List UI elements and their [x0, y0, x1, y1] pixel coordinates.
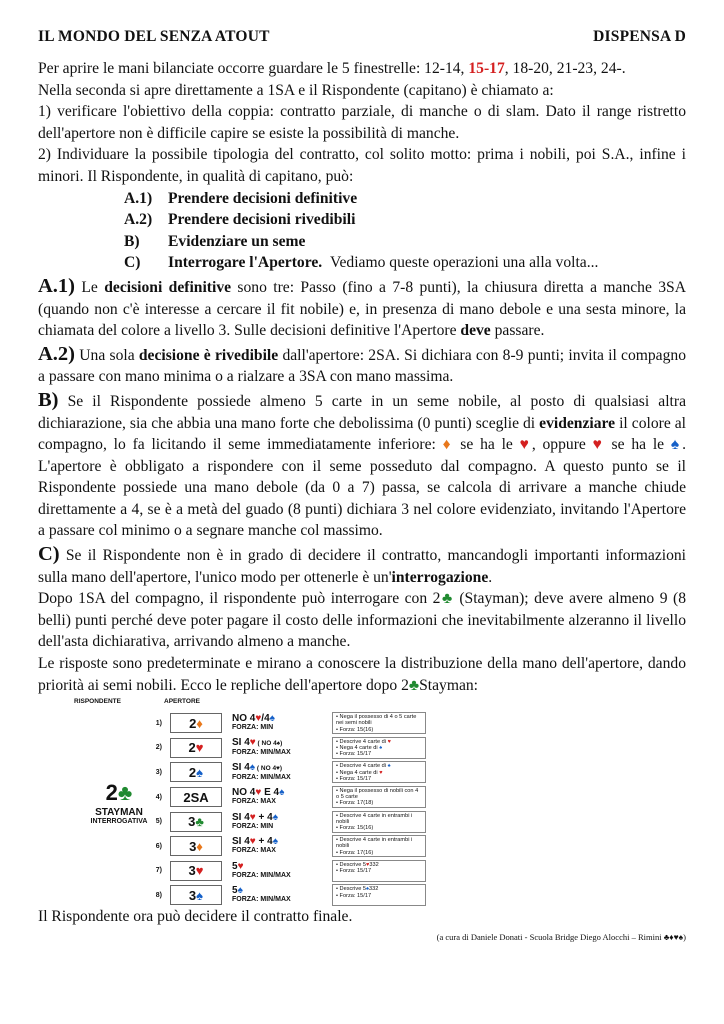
operation-item [124, 209, 686, 231]
section-c [38, 544, 686, 588]
text: Se il Rispondente possiede almeno 5 carte in un seme nobile, al posto di qualsiasi altra dichiarazione, sia che abbia una mano forte che debolissima (0 punti) sceglie di [38, 392, 686, 432]
intro-point-1: 1) verificare l'obiettivo della coppia: contratto parziale, di manche o di slam. Dato il range ristretto dell'apertore non è difficile capire se esiste la possibilità di manche. [38, 103, 686, 142]
text: , oppure [531, 436, 593, 454]
strength-label: FORZA: MIN/MAX [232, 749, 291, 757]
intro-text-end: , 18-20, 21-23, 24-. [504, 60, 626, 77]
header [38, 28, 686, 46]
bold-term: deve [460, 322, 491, 340]
text: sono tre: Passo (fino a 7-8 punti), la chiusura diretta a manche 3SA (quando non c'è interesse a cercare il fit nobile) e, in presenza di mano debole e una sesta minore, la chiamata del colore a livello 3. Sulle decisioni definitive l'Apertore [38, 278, 686, 340]
final-line: Il Rispondente ora può decidere il contratto finale. [38, 908, 353, 926]
table-row [142, 834, 426, 858]
text: . L'apertore è obbligato a rispondere con il seme posseduto dal compagno. A questo punto se il Rispondente possiede una mano debole (da 0 a 7) passa, se calcola di arrivare a manche chiude direttamente a 4, se è a metà del guado (8 punti) dichiara 3 nel colore evidenziato, invitando l'Apertore a passare col minimo o a segnare manche col massimo. [38, 436, 686, 540]
table-row [142, 859, 426, 883]
description-box: • Descrive 4 carte in entrambi i nobili • Forza: 15(16) [332, 811, 426, 833]
opener-bid: 2 ♥ [170, 738, 222, 758]
operations-list [124, 188, 686, 274]
row-number: 3) [155, 768, 162, 776]
club-icon: ♣ [408, 676, 420, 694]
meaning-headline: 5♥ [232, 860, 244, 872]
bid-meaning [232, 862, 328, 880]
strength-label: FORZA: MIN/MAX [232, 896, 291, 904]
row-number: 8) [155, 891, 162, 899]
stayman-table [38, 698, 686, 903]
text: Le [75, 278, 105, 296]
table-row [142, 883, 426, 907]
header-title: IL MONDO DEL SENZA ATOUT [38, 28, 270, 45]
opener-bid: 2SA [170, 787, 222, 807]
bid-meaning [232, 886, 328, 904]
operation-item [124, 252, 686, 274]
row-number: 4) [155, 793, 162, 801]
opener-bid: 2 ♦ [170, 713, 222, 733]
section-c-stayman [38, 588, 686, 653]
bid-meaning [232, 763, 328, 782]
intro-point-2: 2) Individuare la possibile tipologia del contratto, col solito motto: prima i nobili, poi S.A., infine i minori. Il Rispondente, in qualità di capitano, può: [38, 146, 686, 185]
text: Stayman: [419, 676, 479, 694]
table-row [142, 736, 426, 760]
intro-text: Per aprire le mani bilanciate occorre guardare le 5 finestrelle: 12-14, [38, 60, 469, 77]
text: il colore al compagno, lo fa licitando il seme immediatamente inferiore: [38, 414, 687, 454]
meaning-headline: 5♠ [232, 885, 243, 897]
strength-label: FORZA: MAX [232, 847, 276, 855]
item-label: Prendere decisioni definitive [168, 189, 358, 207]
heart-icon: ♥ [519, 436, 532, 454]
row-number: 5) [155, 818, 162, 826]
text: . [488, 568, 493, 586]
table-row [142, 810, 426, 834]
text: Dopo 1SA del compagno, il rispondente può interrogare con 2 [38, 590, 441, 608]
table-row [142, 785, 426, 809]
column-rispondente: RISPONDENTE [74, 698, 121, 706]
text: Le risposte sono predeterminate e mirano a conoscere la distribuzione della mano dell'apertore, dando priorità ai semi nobili. Ecco le repliche dell'apertore dopo 2 [38, 655, 686, 694]
section-b [38, 390, 686, 542]
section-a2 [38, 344, 686, 388]
strength-label: FORZA: MIN/MAX [232, 773, 291, 781]
table-row [142, 711, 426, 735]
item-key: A.1) [124, 189, 153, 207]
item-key: C) [124, 254, 141, 272]
intro-line-1 [38, 58, 686, 80]
row-number: 1) [155, 719, 162, 727]
column-apertore: APERTORE [164, 698, 200, 706]
row-number: 2) [155, 744, 162, 752]
text: se ha le [604, 436, 671, 454]
text: passare. [490, 322, 545, 340]
item-after: Vediamo queste operazioni una alla volta... [329, 254, 599, 272]
description-box: • Descrive 4 carte in entrambi i nobili • Forza: 17(16) [332, 835, 426, 857]
text: Se il Rispondente non è in grado di decidere il contratto, mancandogli importanti informazioni sulla mano dell'apertore, l'unico modo per ottenerle è un' [38, 547, 686, 586]
meaning-headline: SI 4♥ ( NO 4♠) [232, 737, 283, 749]
description-box: • Descrive 5♠332 • Forza: 15/17 [332, 884, 426, 906]
strength-label: FORZA: MIN [232, 724, 274, 732]
operation-item [124, 231, 686, 253]
document-page [38, 28, 686, 942]
opener-bid: 3 ♠ [170, 885, 222, 905]
opener-bid: 2 ♠ [170, 762, 222, 782]
strength-label: FORZA: MAX [232, 798, 276, 806]
operation-item [124, 188, 686, 210]
section-a1 [38, 276, 686, 342]
bold-term: decisione è rivedibile [138, 346, 279, 364]
item-key: A.2) [124, 211, 153, 229]
description-box: • Nega il possesso di 4 o 5 carte nei semi nobili • Forza: 15(16) [332, 712, 426, 734]
header-dispensa: DISPENSA D [593, 28, 686, 45]
section-heading: A.1) [38, 274, 76, 297]
text: (Stayman); deve avere almeno 9 (8 belli) punti perché deve poter pagare il costo delle informazioni che inevitabilmente alzeranno il livello dell'asta dichiarativa, arrivando almeno a manche. [38, 590, 687, 651]
text: se ha le [453, 436, 520, 454]
bid-meaning [232, 714, 328, 732]
diamond-icon: ♦ [442, 436, 454, 454]
opener-bid: 3 ♦ [170, 836, 222, 856]
stayman-label: STAYMAN [95, 807, 143, 819]
stayman-bid-label: 2♣ [105, 780, 133, 806]
meaning-headline: SI 4♥ + 4♠ [232, 836, 279, 848]
strength-label: FORZA: MIN [232, 822, 274, 830]
heart-icon: ♥ [592, 436, 605, 454]
item-label: Interrogare l'Apertore. [168, 254, 323, 272]
club-icon: ♣ [440, 590, 454, 608]
description-box: • Nega il possesso di nobili con 4 o 5 carte • Forza: 17(18) [332, 786, 426, 808]
section-heading: B) [38, 388, 59, 411]
bold-term: interrogazione [391, 568, 489, 586]
strength-label: FORZA: MIN/MAX [232, 871, 291, 879]
bold-term: evidenziare [539, 414, 616, 432]
bid-meaning [232, 788, 328, 806]
bid-meaning [232, 837, 328, 855]
description-box: • Descrive 4 carte di ♥ • Nega 4 carte di ♠ • Forza: 15/17 [332, 737, 426, 759]
text: dall'apertore: 2SA. Si dichiara con 8-9 punti; invita il compagno a passare con mano minima o a rialzare a 3SA con mano massima. [38, 346, 686, 386]
meaning-headline: SI 4♥ + 4♠ [232, 811, 279, 823]
bold-term: decisioni definitive [104, 278, 232, 296]
bid-meaning [232, 738, 328, 757]
text: Una sola [75, 346, 139, 364]
section-heading: C) [38, 543, 60, 566]
highlight-range: 15-17 [468, 60, 505, 77]
table-row [142, 760, 426, 784]
interrogativa-label: INTERROGATIVA [90, 818, 148, 826]
item-label: Evidenziare un seme [168, 232, 306, 250]
credit: (a cura di Daniele Donati - Scuola Bridge Diego Alocchi – Rimini ♣♦♥♠) [436, 931, 686, 942]
item-label: Prendere decisioni rivedibili [168, 211, 356, 229]
spade-icon: ♠ [670, 436, 683, 454]
item-key: B) [124, 232, 140, 250]
opener-bid: 3 ♣ [170, 812, 222, 832]
description-box: • Descrive 5♥332 • Forza: 15/17 [332, 860, 426, 882]
meaning-headline: SI 4♠ ( NO 4♥) [232, 761, 283, 773]
intro-line-2: Nella seconda si apre direttamente a 1SA e il Rispondente (capitano) è chiamato a: [38, 81, 554, 99]
row-number: 7) [155, 867, 162, 875]
row-number: 6) [155, 842, 162, 850]
section-heading: A.2) [38, 342, 76, 365]
meaning-headline: NO 4♥ E 4♠ [232, 787, 285, 799]
bid-meaning [232, 813, 328, 831]
section-c-responses [38, 653, 686, 696]
description-box: • Descrive 4 carte di ♠ • Nega 4 carte di ♥ • Forza: 15/17 [332, 761, 426, 783]
meaning-headline: NO 4♥/4♠ [232, 713, 275, 725]
opener-bid: 3 ♥ [170, 861, 222, 881]
